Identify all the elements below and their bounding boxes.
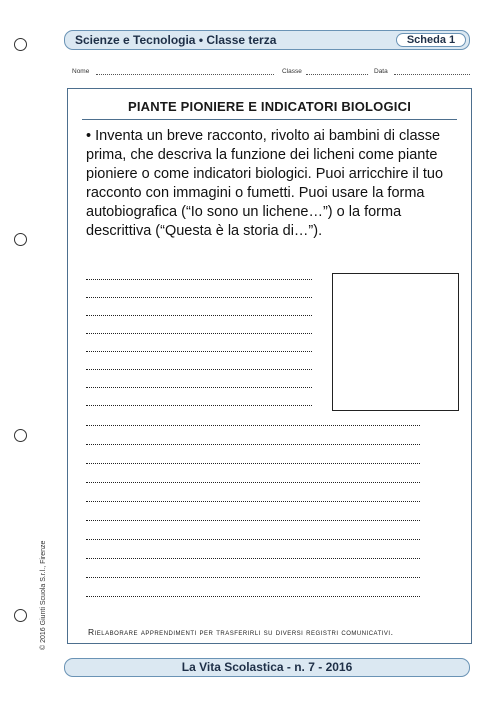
title-divider (82, 119, 457, 120)
drawing-box[interactable] (332, 273, 459, 411)
student-info-row (72, 68, 470, 80)
writing-line[interactable] (86, 369, 312, 370)
writing-line[interactable] (86, 558, 420, 559)
date-label: Data (374, 68, 388, 75)
writing-line[interactable] (86, 387, 312, 388)
writing-line[interactable] (86, 405, 312, 406)
writing-line[interactable] (86, 351, 312, 352)
name-field[interactable] (96, 74, 274, 75)
worksheet-frame (67, 88, 472, 644)
class-field[interactable] (306, 74, 368, 75)
binder-hole-4 (14, 609, 27, 622)
learning-objective: Rielaborare apprendimenti per trasferirli su diversi registri comunicativi. (88, 627, 394, 637)
publication-footer: La Vita Scolastica - n. 7 - 2016 (64, 658, 470, 677)
writing-line[interactable] (86, 297, 312, 298)
writing-line[interactable] (86, 425, 420, 426)
instructions-text: • Inventa un breve racconto, rivolto ai bambini di classe prima, che descriva la funzione dei licheni come piante pioniere o come indicatori biologici. Puoi arricchire il tuo racconto con immagini o fumetti. Puoi usare la forma autobiografica (“Io sono un lichene…”) o la forma descrittiva (“Questa è la storia di…”). (86, 128, 444, 239)
class-label: Classe (282, 68, 302, 75)
writing-line[interactable] (86, 577, 420, 578)
binder-hole-1 (14, 38, 27, 51)
writing-line[interactable] (86, 596, 420, 597)
writing-line[interactable] (86, 315, 312, 316)
date-field[interactable] (394, 74, 470, 75)
writing-line[interactable] (86, 482, 420, 483)
worksheet-title: PIANTE PIONIERE E INDICATORI BIOLOGICI (127, 99, 412, 114)
writing-line[interactable] (86, 444, 420, 445)
writing-line[interactable] (86, 279, 312, 280)
writing-line[interactable] (86, 501, 420, 502)
binder-hole-3 (14, 429, 27, 442)
writing-line[interactable] (86, 333, 312, 334)
subject-title: Scienze e Tecnologia • Classe terza (75, 33, 277, 47)
header-bar (64, 30, 470, 50)
copyright-notice: © 2016 Giunti Scuola S.r.l., Firenze (40, 540, 47, 650)
writing-line[interactable] (86, 463, 420, 464)
name-label: Nome (72, 68, 90, 75)
sheet-number-badge: Scheda 1 (396, 33, 466, 47)
writing-line[interactable] (86, 520, 420, 521)
writing-line[interactable] (86, 539, 420, 540)
binder-hole-2 (14, 233, 27, 246)
